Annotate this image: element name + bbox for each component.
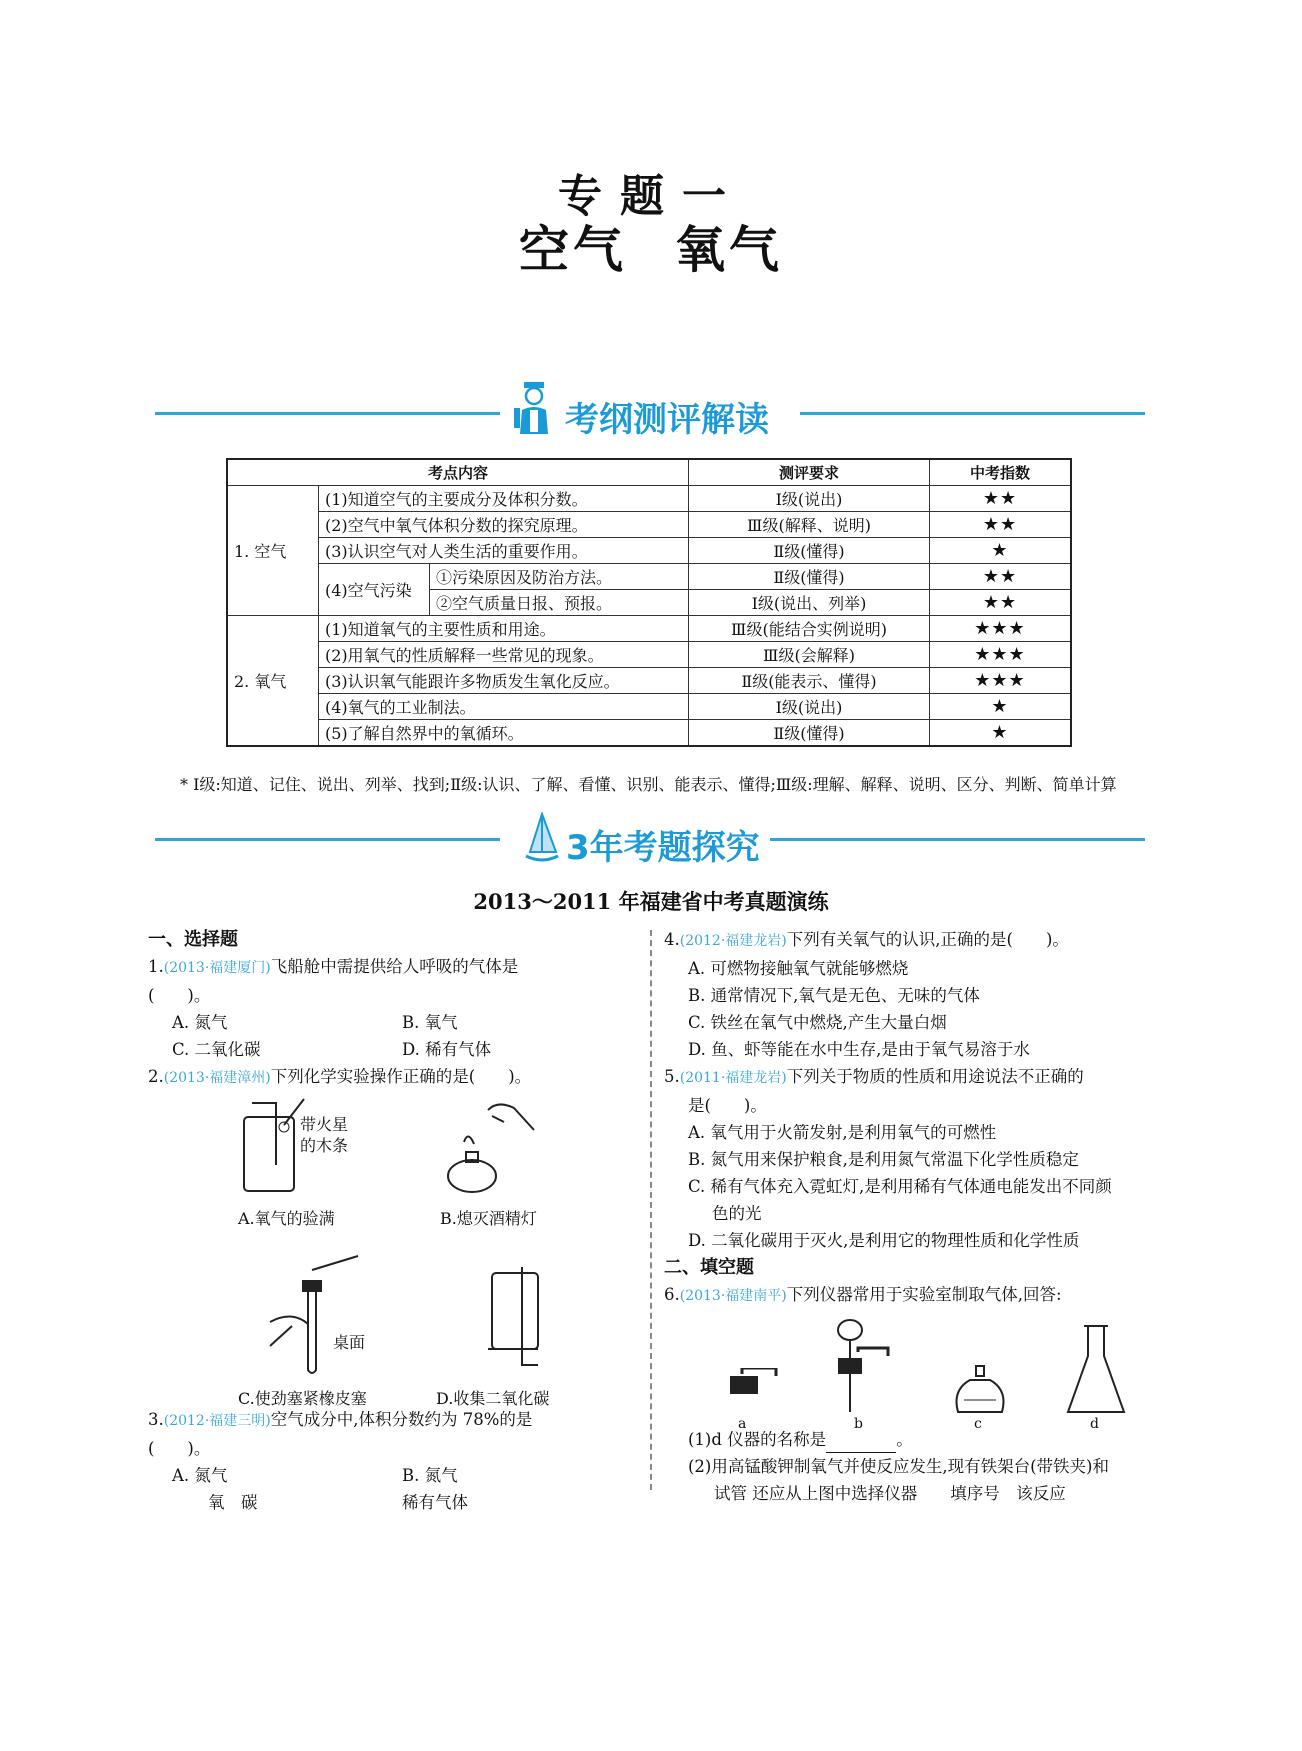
figure-b-lamp xyxy=(438,1100,548,1200)
apparatus-b xyxy=(828,1312,898,1416)
q6-part-1-end: 。 xyxy=(896,1430,913,1449)
row-item: (4)氧气的工业制法。 xyxy=(319,694,689,720)
option-b: B. 通常情况下,氧气是无色、无味的气体 xyxy=(688,986,980,1005)
option-c: C. 铁丝在氧气中燃烧,产生大量白烟 xyxy=(688,1013,947,1032)
row-item: (5)了解自然界中的氧循环。 xyxy=(319,720,689,747)
option-a: A. 氮气 xyxy=(172,1466,228,1485)
row-req: Ⅰ级(说出、列举) xyxy=(689,590,930,616)
table-row xyxy=(227,720,1071,747)
option-d: D. 二氧化碳用于灭火,是利用它的物理性质和化学性质 xyxy=(688,1231,1080,1250)
question-1 xyxy=(148,953,638,982)
q-blank: ( )。 xyxy=(148,986,211,1005)
q-text: 下列有关氧气的认识,正确的是( )。 xyxy=(786,930,1069,949)
q-source: (2013·福建漳州) xyxy=(163,1070,271,1086)
row-stars: ★★ xyxy=(930,590,1072,616)
options-row xyxy=(148,1009,638,1036)
options-row xyxy=(148,1462,638,1489)
row-item: (2)空气中氧气体积分数的探究原理。 xyxy=(319,512,689,538)
pollution-label: (4)空气污染 xyxy=(319,564,430,616)
table-row xyxy=(227,564,1071,590)
question-6-parts xyxy=(688,1426,1168,1507)
label-c: c xyxy=(974,1416,982,1432)
row-req: Ⅲ级(会解释) xyxy=(689,642,930,668)
question-4 xyxy=(664,926,1164,955)
table-row xyxy=(227,538,1071,564)
q-num: 6. xyxy=(664,1285,680,1304)
header-content: 考点内容 xyxy=(227,459,689,486)
q-source: (2012·福建三明) xyxy=(163,1413,271,1429)
sail-icon xyxy=(522,812,562,862)
q-text: 下列化学实验操作正确的是( )。 xyxy=(270,1067,532,1086)
row-req: Ⅱ级(能表示、懂得) xyxy=(689,668,930,694)
q6-part-2: (2)用高锰酸钾制氧气并使反应发生,现有铁架台(带铁夹)和 xyxy=(688,1457,1109,1476)
question-2 xyxy=(148,1063,638,1092)
apparatus-a xyxy=(722,1368,782,1418)
row-stars: ★★ xyxy=(930,512,1072,538)
row-req: Ⅲ级(解释、说明) xyxy=(689,512,930,538)
row-req: Ⅱ级(懂得) xyxy=(689,538,930,564)
table-row xyxy=(227,642,1071,668)
q-source: (2011·福建龙岩) xyxy=(679,1070,787,1086)
question-6 xyxy=(664,1281,1164,1310)
row-req: Ⅲ级(能结合实例说明) xyxy=(689,616,930,642)
row-item: (3)认识氧气能跟许多物质发生氧化反应。 xyxy=(319,668,689,694)
option-a: A. 可燃物接触氧气就能够燃烧 xyxy=(688,959,909,978)
banner-line-left-2 xyxy=(155,838,500,841)
row-stars: ★★★ xyxy=(930,642,1072,668)
row-item: ①污染原因及防治方法。 xyxy=(430,564,689,590)
left-column xyxy=(148,926,638,1092)
header-index: 中考指数 xyxy=(930,459,1072,486)
label-glowing-splint: 带火星 xyxy=(300,1115,349,1134)
row-item: ②空气质量日报、预报。 xyxy=(430,590,689,616)
option-a: A. 氮气 xyxy=(172,1013,228,1032)
apparatus-c xyxy=(950,1360,1010,1416)
option-b: B. 氧气 xyxy=(402,1013,458,1032)
scientist-icon xyxy=(512,380,558,436)
q-text: 飞船舱中需提供给人呼吸的气体是 xyxy=(270,957,519,976)
q-num: 4. xyxy=(664,930,680,949)
question-3 xyxy=(148,1406,638,1435)
banner-line-left xyxy=(155,412,500,415)
banner-line-right xyxy=(800,412,1145,415)
row-item: (3)认识空气对人类生活的重要作用。 xyxy=(319,538,689,564)
row-req: Ⅰ级(说出) xyxy=(689,694,930,720)
option-a-cont: 氧 碳 xyxy=(208,1493,258,1512)
header-requirement: 测评要求 xyxy=(689,459,930,486)
row-stars: ★ xyxy=(930,538,1072,564)
option-b: B. 氮气用来保护粮食,是利用氮气常温下化学性质稳定 xyxy=(688,1150,1079,1169)
row-req: Ⅱ级(懂得) xyxy=(689,720,930,747)
row-req: Ⅱ级(懂得) xyxy=(689,564,930,590)
q-blank: ( )。 xyxy=(148,1439,211,1458)
answer-blank[interactable] xyxy=(826,1434,896,1453)
q6-part-1 xyxy=(688,1426,1168,1453)
topic-number: 专题一 xyxy=(558,171,744,222)
row-req: Ⅰ级(说出) xyxy=(689,486,930,512)
row-stars: ★★★ xyxy=(930,616,1072,642)
q-source: (2013·福建厦门) xyxy=(163,960,271,976)
table-row xyxy=(227,616,1071,642)
question-3-block xyxy=(148,1406,638,1516)
figure-d-collect xyxy=(488,1265,568,1375)
figure-c-stopper xyxy=(262,1250,372,1380)
row-stars: ★★ xyxy=(930,486,1072,512)
q-num: 1. xyxy=(148,957,164,976)
apparatus-d-flask xyxy=(1064,1322,1128,1418)
options-row xyxy=(148,1036,638,1063)
row-stars: ★★ xyxy=(930,564,1072,590)
caption-b: B.熄灭酒精灯 xyxy=(440,1209,537,1228)
label-glowing-splint-2: 的木条 xyxy=(300,1136,349,1155)
question-5 xyxy=(664,1063,1164,1092)
page-title xyxy=(0,210,1302,282)
options-row-partial xyxy=(148,1489,638,1516)
row-item: (1)知道氧气的主要性质和用途。 xyxy=(319,616,689,642)
title-air: 空气 xyxy=(519,221,627,279)
q-num: 2. xyxy=(148,1067,164,1086)
row-stars: ★★★ xyxy=(930,668,1072,694)
caption-d: D.收集二氧化碳 xyxy=(436,1389,550,1408)
q-num: 5. xyxy=(664,1067,680,1086)
q-blank: 是( )。 xyxy=(688,1096,767,1115)
label-b: b xyxy=(854,1416,863,1432)
banner-title-1: 考纲测评解读 xyxy=(565,400,769,440)
row-item: (2)用氧气的性质解释一些常见的现象。 xyxy=(319,642,689,668)
row-stars: ★ xyxy=(930,694,1072,720)
banner-title-2: 3年考题探究 xyxy=(566,828,760,868)
q-text: 空气成分中,体积分数约为 78%的是 xyxy=(270,1410,533,1429)
label-table: 桌面 xyxy=(333,1333,366,1352)
table-row xyxy=(227,668,1071,694)
option-d: D. 鱼、虾等能在水中生存,是由于氧气易溶于水 xyxy=(688,1040,1030,1059)
q-num: 3. xyxy=(148,1410,164,1429)
option-a: A. 氧气用于火箭发射,是利用氧气的可燃性 xyxy=(688,1123,997,1142)
option-c: C. 稀有气体充入霓虹灯,是利用稀有气体通电能发出不同颜 xyxy=(688,1177,1112,1196)
q6-part-3: 试管 还应从上图中选择仪器 填序号 该反应 xyxy=(714,1484,1066,1503)
option-b: B. 氮气 xyxy=(402,1466,458,1485)
caption-a: A.氧气的验满 xyxy=(238,1209,335,1228)
option-b-cont: 稀有气体 xyxy=(402,1493,468,1512)
table-row xyxy=(227,694,1071,720)
group-air: 1. 空气 xyxy=(227,486,319,616)
option-c: C. 二氧化碳 xyxy=(172,1040,261,1059)
q-source: (2013·福建南平) xyxy=(679,1288,787,1304)
section-fill: 二、填空题 xyxy=(664,1257,754,1278)
row-stars: ★ xyxy=(930,720,1072,747)
q-text: 下列关于物质的性质和用途说法不正确的 xyxy=(786,1067,1084,1086)
row-item: (1)知道空气的主要成分及体积分数。 xyxy=(319,486,689,512)
table-row xyxy=(227,512,1071,538)
section-subtitle: 2013～2011 年福建省中考真题演练 xyxy=(473,889,829,914)
option-c-cont: 色的光 xyxy=(712,1204,762,1223)
right-column xyxy=(664,926,1164,1310)
group-oxygen: 2. 氧气 xyxy=(227,616,319,747)
label-a: a xyxy=(738,1416,747,1432)
option-d: D. 稀有气体 xyxy=(402,1040,492,1059)
table-row xyxy=(227,486,1071,512)
section-choice: 一、选择题 xyxy=(148,929,238,950)
banner-line-right-2 xyxy=(770,838,1145,841)
label-d: d xyxy=(1090,1416,1099,1432)
q6-part-1-text: (1)d 仪器的名称是 xyxy=(688,1430,827,1449)
column-divider xyxy=(650,930,652,1490)
level-note: * Ⅰ级:知道、记住、说出、列举、找到;Ⅱ级:认识、了解、看懂、识别、能表示、懂得;Ⅲ级:理解、解释、说明、区分、判断、简单计算 xyxy=(180,775,1117,794)
q-source: (2012·福建龙岩) xyxy=(679,933,787,949)
q-text: 下列仪器常用于实验室制取气体,回答: xyxy=(786,1285,1062,1304)
caption-c: C.使劲塞紧橡皮塞 xyxy=(238,1389,367,1408)
requirements-table xyxy=(226,458,1072,747)
title-oxygen: 氧气 xyxy=(675,221,783,279)
